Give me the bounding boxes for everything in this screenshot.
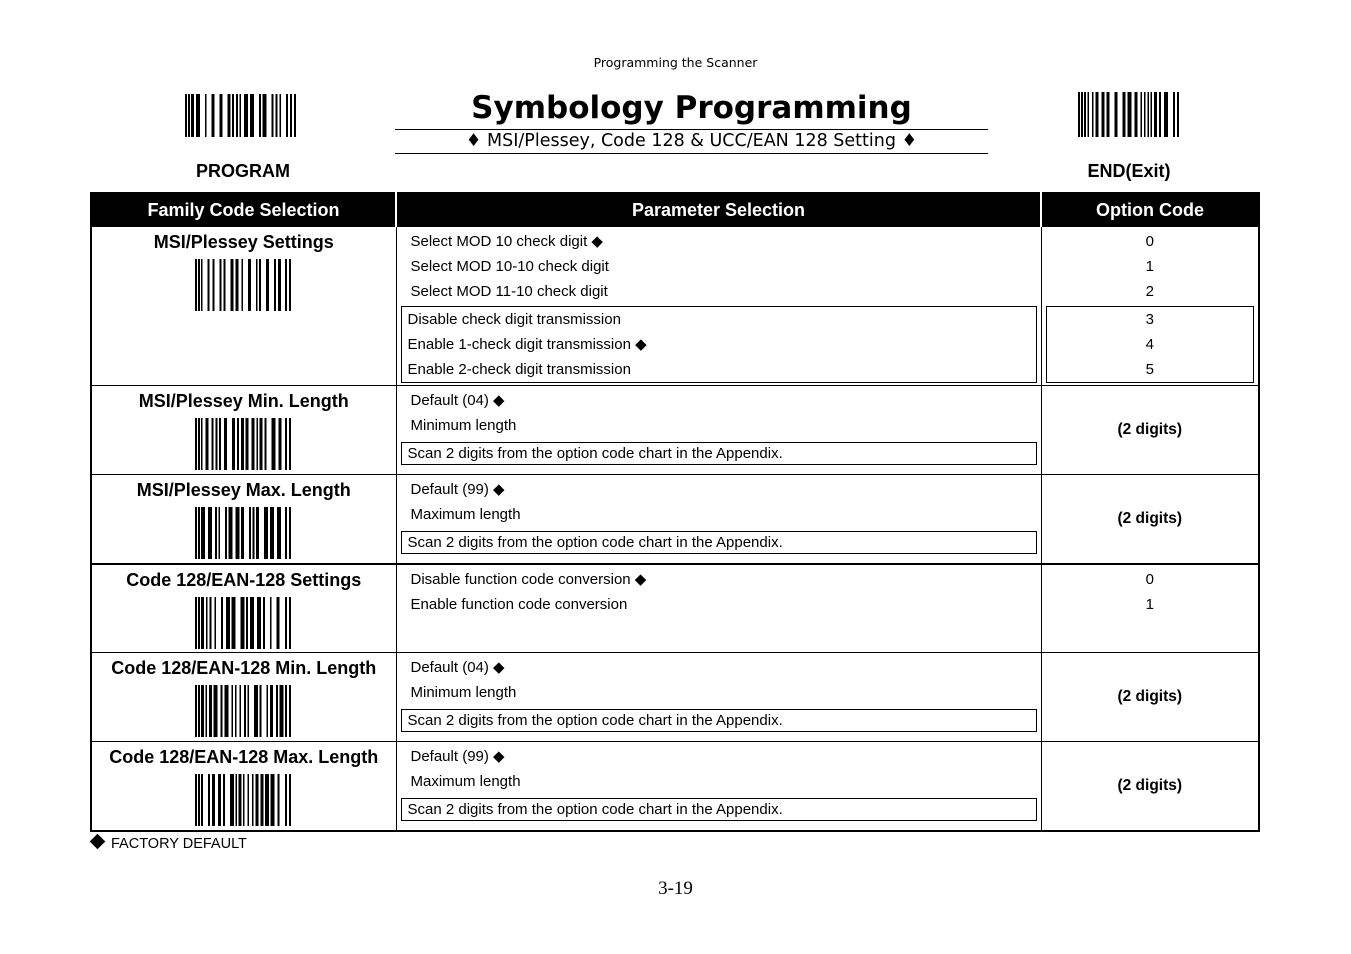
family-cell (91, 227, 396, 386)
settings-table (90, 192, 1260, 832)
end-exit-barcode (1078, 92, 1180, 137)
option-cell (1041, 227, 1259, 386)
option-code: 3 (1145, 311, 1154, 328)
family-name: MSI/Plessey Max. Length (136, 480, 351, 500)
scan-note: Scan 2 digits from the option code chart in the Appendix. (401, 709, 1037, 732)
family-name: MSI/Plessey Min. Length (138, 391, 349, 411)
family-barcode[interactable] (195, 259, 292, 311)
option-digits: (2 digits) (1041, 386, 1259, 475)
table-header-row (91, 193, 1259, 227)
page-subtitle: ♦ MSI/Plessey, Code 128 & UCC/EAN 128 Setting ♦ (395, 129, 988, 154)
family-name: MSI/Plessey Settings (153, 232, 334, 252)
family-name: Code 128/EAN-128 Settings (126, 569, 362, 590)
option-code: 0 (1145, 570, 1154, 588)
option-code: 5 (1145, 361, 1154, 378)
family-cell (91, 475, 396, 564)
option-code: 0 (1145, 233, 1154, 250)
option-code: 1 (1145, 258, 1154, 275)
parameter-line: Enable function code conversion (410, 595, 628, 613)
family-barcode[interactable] (195, 685, 292, 737)
page-number: 3-19 (658, 878, 693, 899)
table-row (91, 653, 1259, 742)
parameter-line: Disable check digit transmission (407, 311, 621, 328)
parameter-cell (396, 742, 1041, 831)
option-digits: (2 digits) (1041, 742, 1259, 831)
page-title: Symbology Programming (471, 90, 912, 126)
option-cell (1041, 564, 1259, 653)
column-header-option: Option Code (1041, 193, 1259, 227)
parameter-cell (396, 564, 1041, 653)
parameter-line: Minimum length (410, 417, 517, 434)
parameter-line: Select MOD 11-10 check digit (410, 283, 608, 300)
parameter-line: Disable function code conversion ◆ (410, 570, 647, 588)
scan-note: Scan 2 digits from the option code chart in the Appendix. (401, 442, 1037, 465)
parameter-line: Enable 2-check digit transmission (407, 361, 631, 378)
parameter-line: Minimum length (410, 684, 517, 701)
parameter-line: Default (04) ◆ (410, 659, 505, 676)
parameter-line: Default (99) ◆ (410, 748, 505, 765)
family-name: Code 128/EAN-128 Min. Length (111, 658, 377, 678)
column-header-family: Family Code Selection (91, 193, 396, 227)
scan-note: Scan 2 digits from the option code chart in the Appendix. (401, 798, 1037, 821)
parameter-line: Select MOD 10-10 check digit (410, 258, 609, 275)
family-cell (91, 564, 396, 653)
end-exit-label: END(Exit) (1087, 161, 1171, 181)
program-barcode (185, 94, 297, 137)
legend-text: FACTORY DEFAULT (111, 836, 247, 852)
family-barcode[interactable] (195, 507, 292, 559)
parameter-group-box (401, 306, 1037, 383)
parameter-line: Default (04) ◆ (410, 392, 505, 409)
table-row (91, 475, 1259, 564)
family-barcode[interactable] (195, 774, 292, 826)
table-row (91, 564, 1259, 653)
family-cell (91, 653, 396, 742)
option-code: 1 (1145, 595, 1154, 613)
scan-note: Scan 2 digits from the option code chart in the Appendix. (401, 531, 1037, 554)
parameter-cell (396, 227, 1041, 386)
parameter-line: Default (99) ◆ (410, 481, 505, 498)
family-barcode[interactable] (195, 418, 292, 470)
parameter-line: Enable 1-check digit transmission ◆ (407, 336, 647, 353)
family-cell (91, 742, 396, 831)
option-code: 4 (1145, 336, 1154, 353)
program-label: PROGRAM (196, 161, 290, 181)
parameter-line: Maximum length (410, 506, 521, 523)
family-barcode[interactable] (195, 597, 292, 649)
factory-default-legend (92, 836, 247, 852)
family-cell (91, 386, 396, 475)
family-name: Code 128/EAN-128 Max. Length (109, 747, 379, 767)
option-digits: (2 digits) (1041, 653, 1259, 742)
option-digits: (2 digits) (1041, 475, 1259, 564)
parameter-cell (396, 653, 1041, 742)
option-code: 2 (1145, 283, 1154, 300)
parameter-cell (396, 386, 1041, 475)
table-row (91, 742, 1259, 831)
diamond-icon (90, 834, 106, 850)
parameter-line: Select MOD 10 check digit ◆ (410, 233, 603, 250)
parameter-line: Maximum length (410, 773, 521, 790)
table-row (91, 227, 1259, 386)
table-row (91, 386, 1259, 475)
column-header-parameter: Parameter Selection (396, 193, 1041, 227)
option-group-box (1046, 306, 1255, 383)
running-header: Programming the Scanner (593, 55, 758, 70)
parameter-cell (396, 475, 1041, 564)
